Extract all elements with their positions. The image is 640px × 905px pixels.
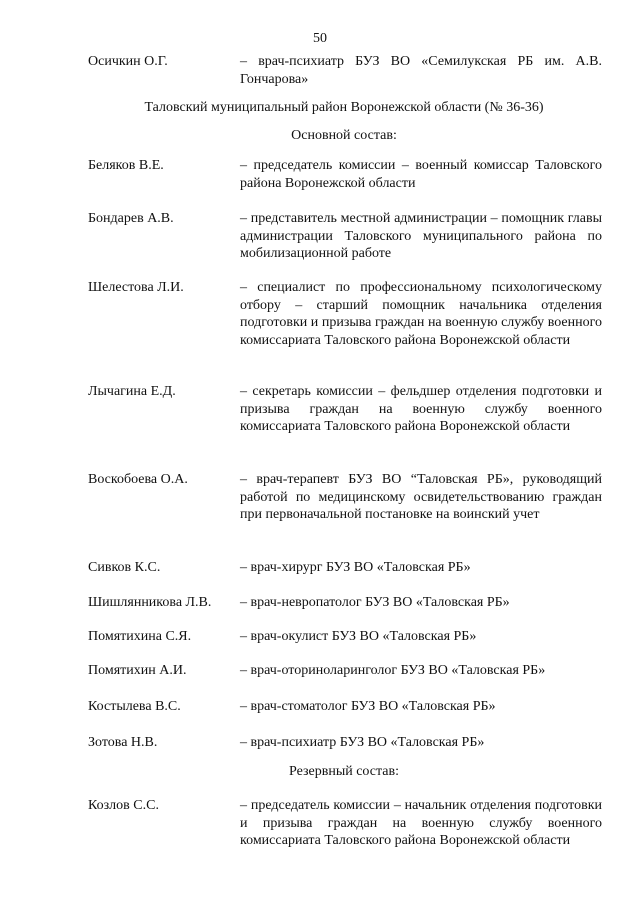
main-section-title: Основной состав: bbox=[291, 128, 397, 143]
member-role: – председатель комиссии – военный комиссар Таловского района Воронежской области bbox=[240, 158, 602, 191]
member-role: – врач-терапевт БУЗ ВО “Таловская РБ», руководящий работой по медицинскому освидетельствованию граждан при первоначальной постановке на воинский учет bbox=[240, 472, 602, 522]
member-role: – врач-психиатр БУЗ ВО «Семилукская РБ им. А.В. Гончарова» bbox=[240, 54, 602, 87]
member-name: Помятихина С.Я. bbox=[88, 629, 192, 644]
district-title: Таловский муниципальный район Воронежской области (№ 36-36) bbox=[144, 100, 544, 115]
page-number: 50 bbox=[313, 31, 327, 46]
member-role: – врач-стоматолог БУЗ ВО «Таловская РБ» bbox=[240, 699, 496, 714]
member-role: – секретарь комиссии – фельдшер отделения подготовки и призыва граждан на военную службу военного комиссариата Таловского района Воронежской области bbox=[240, 384, 602, 434]
member-name: Воскобоева О.А. bbox=[88, 472, 188, 487]
member-role: – представитель местной администрации – помощник главы администрации Таловского муниципального района по мобилизационной работе bbox=[240, 211, 602, 261]
member-role: – врач-невропатолог БУЗ ВО «Таловская РБ» bbox=[240, 595, 510, 610]
member-name: Помятихин А.И. bbox=[88, 663, 187, 678]
member-role: – врач-оториноларинголог БУЗ ВО «Таловская РБ» bbox=[240, 663, 546, 678]
member-role: – председатель комиссии – начальник отделения подготовки и призыва граждан на военную службу военного комиссариата Таловского района Воронежской области bbox=[240, 798, 602, 848]
member-name: Беляков В.Е. bbox=[88, 158, 164, 173]
member-role: – специалист по профессиональному психологическому отбору – старший помощник начальника отделения подготовки и призыва граждан на военную службу военного комиссариата Таловского района Воронежской области bbox=[240, 280, 602, 348]
member-name: Костылева В.С. bbox=[88, 699, 181, 714]
member-role: – врач-окулист БУЗ ВО «Таловская РБ» bbox=[240, 629, 477, 644]
member-name: Шишлянникова Л.В. bbox=[88, 595, 212, 610]
member-role: – врач-хирург БУЗ ВО «Таловская РБ» bbox=[240, 560, 471, 575]
member-name: Козлов С.С. bbox=[88, 798, 159, 813]
member-name: Лычагина Е.Д. bbox=[88, 384, 176, 399]
member-name: Осичкин О.Г. bbox=[88, 54, 168, 69]
member-role: – врач-психиатр БУЗ ВО «Таловская РБ» bbox=[240, 735, 485, 750]
member-name: Сивков К.С. bbox=[88, 560, 161, 575]
reserve-section-title: Резервный состав: bbox=[288, 764, 399, 779]
member-name: Бондарев А.В. bbox=[88, 211, 174, 226]
member-name: Шелестова Л.И. bbox=[88, 280, 184, 295]
member-name: Зотова Н.В. bbox=[88, 735, 158, 750]
